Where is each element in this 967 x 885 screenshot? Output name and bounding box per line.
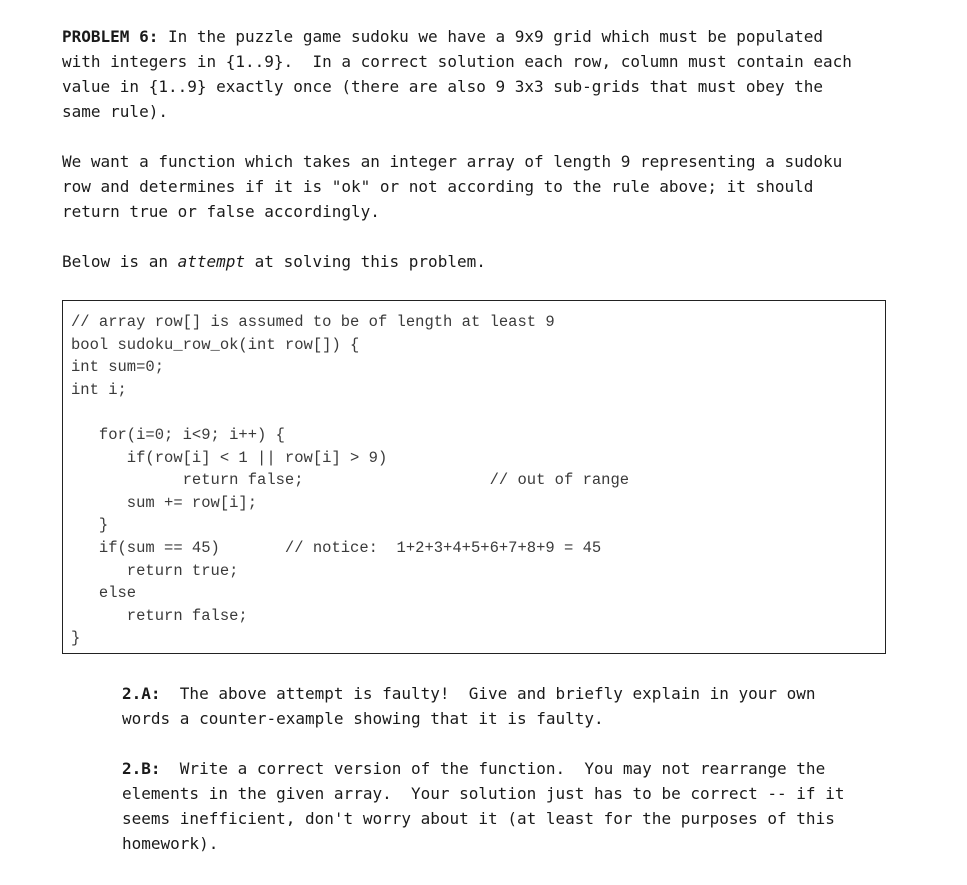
code-line: } <box>71 629 81 648</box>
code-line: sum += row[i]; <box>71 493 258 512</box>
problem-line-2: with integers in {1..9}. In a correct solution each row, column must contain each <box>62 52 852 71</box>
attempt-emphasis: attempt <box>177 252 246 271</box>
question-2a-label: 2.A: <box>122 684 161 703</box>
code-line: // array row[] is assumed to be of length at least 9 <box>71 313 555 331</box>
question-2b <box>122 756 844 856</box>
function-description <box>62 149 842 224</box>
question-2a-line-2: words a counter-example showing that it is faulty. <box>122 709 604 728</box>
question-2b-line-3: seems inefficient, don't worry about it (at least for the purposes of this <box>122 809 835 828</box>
description-line-2: row and determines if it is "ok" or not according to the rule above; it should <box>62 177 814 196</box>
code-line: return true; <box>71 561 239 580</box>
code-line: return false; <box>71 606 248 625</box>
code-line: return false; // out of range <box>71 471 630 490</box>
code-line: int sum=0; <box>71 358 165 377</box>
attempt-intro <box>62 249 486 274</box>
code-line: if(sum == 45) // notice: 1+2+3+4+5+6+7+8+9 = 45 <box>71 538 602 557</box>
description-line-1: We want a function which takes an integer array of length 9 representing a sudoku <box>62 152 843 171</box>
description-line-3: return true or false accordingly. <box>62 202 380 221</box>
question-2b-line-4: homework). <box>122 834 219 853</box>
code-line: for(i=0; i<9; i++) { <box>71 425 285 444</box>
code-line: int i; <box>71 380 127 399</box>
problem-statement <box>62 24 852 124</box>
code-line: else <box>71 584 137 603</box>
code-listing <box>71 311 629 650</box>
problem-line-1: In the puzzle game sudoku we have a 9x9 grid which must be populated <box>158 27 823 46</box>
code-line: if(row[i] < 1 || row[i] > 9) <box>71 448 388 467</box>
problem-line-3: value in {1..9} exactly once (there are also 9 3x3 sub-grids that must obey the <box>62 77 823 96</box>
question-2a <box>122 681 816 731</box>
question-2b-line-2: elements in the given array. Your solution just has to be correct -- if it <box>122 784 845 803</box>
code-line: } <box>71 516 109 535</box>
question-2b-line-1: Write a correct version of the function. You may not rearrange the <box>160 759 826 778</box>
problem-line-4: same rule). <box>62 102 168 121</box>
question-2b-label: 2.B: <box>122 759 161 778</box>
code-block <box>62 300 886 654</box>
code-line: bool sudoku_row_ok(int row[]) { <box>71 335 360 354</box>
attempt-intro-before: Below is an <box>62 252 178 271</box>
question-2a-line-1: The above attempt is faulty! Give and briefly explain in your own <box>160 684 816 703</box>
attempt-intro-after: at solving this problem. <box>245 252 486 271</box>
problem-heading: PROBLEM 6: <box>62 27 159 46</box>
